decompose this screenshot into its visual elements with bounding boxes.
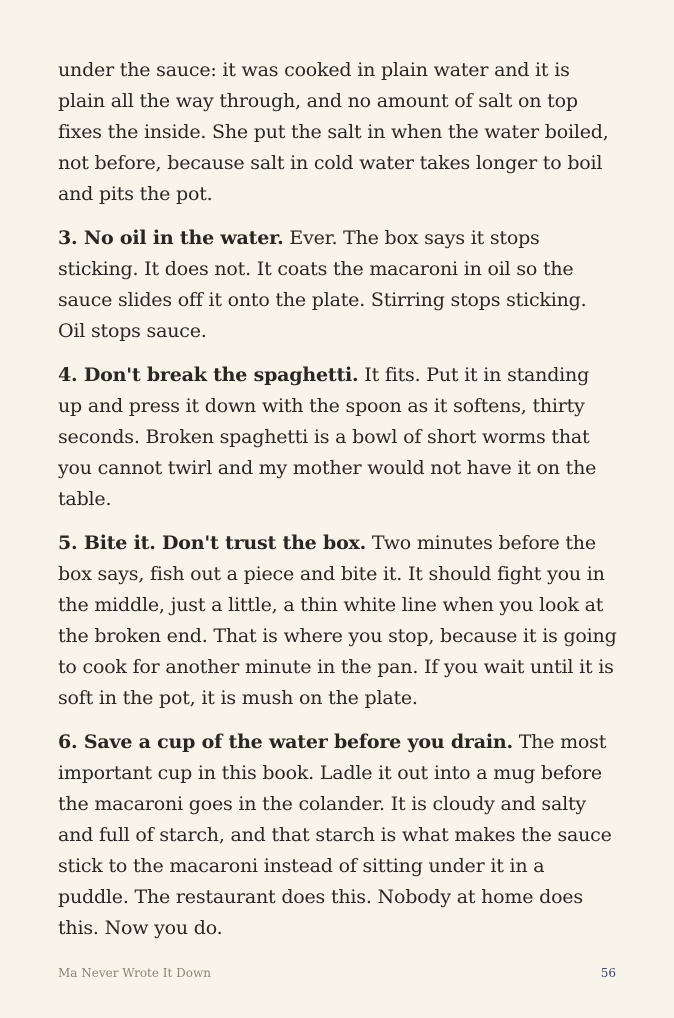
paragraph-rule-5 (58, 528, 618, 714)
rule-heading: 6. Save a cup of the water before you drain. (58, 731, 513, 753)
paragraph-text: Two minutes before the box says, fish out a piece and bite it. It should fight you in the middle, just a little, a thin white line when you look at the broken end. That is where you stop, because it is going to cook for another minute in the pan. If you wait until it is soft in the pot, it is mush on the plate. (58, 532, 617, 709)
rule-heading: 3. No oil in the water. (58, 227, 284, 249)
paragraph-text: It fits. Put it in standing up and press it down with the spoon as it softens, thirty seconds. Broken spaghetti is a bowl of short worms that you cannot twirl and my mother would not have it on the table. (58, 364, 597, 510)
paragraph-text: The most important cup in this book. Ladle it out into a mug before the macaroni goes in the colander. It is cloudy and salty and full of starch, and that starch is what makes the sauce stick to the macaroni instead of sitting under it in a puddle. The restaurant does this. Nobody at home does this. Now you do. (58, 731, 612, 939)
running-footer-title: Ma Never Wrote It Down (58, 966, 212, 980)
paragraph-continuation (58, 55, 618, 210)
page-body (58, 55, 618, 957)
paragraph-rule-6 (58, 727, 618, 944)
paragraph-text: Ever. The box says it stops sticking. It does not. It coats the macaroni in oil so the sauce slides off it onto the plate. Stirring stops sticking. Oil stops sauce. (58, 227, 587, 342)
rule-heading: 5. Bite it. Don't trust the box. (58, 532, 367, 554)
rule-heading: 4. Don't break the spaghetti. (58, 364, 359, 386)
page-number: 56 (600, 966, 616, 980)
page-footer (58, 966, 616, 980)
paragraph-rule-4 (58, 360, 618, 515)
paragraph-text: under the sauce: it was cooked in plain water and it is plain all the way through, and no amount of salt on top fixes the inside. She put the salt in when the water boiled, not before, because salt in cold water takes longer to boil and pits the pot. (58, 59, 609, 205)
paragraph-rule-3 (58, 223, 618, 347)
